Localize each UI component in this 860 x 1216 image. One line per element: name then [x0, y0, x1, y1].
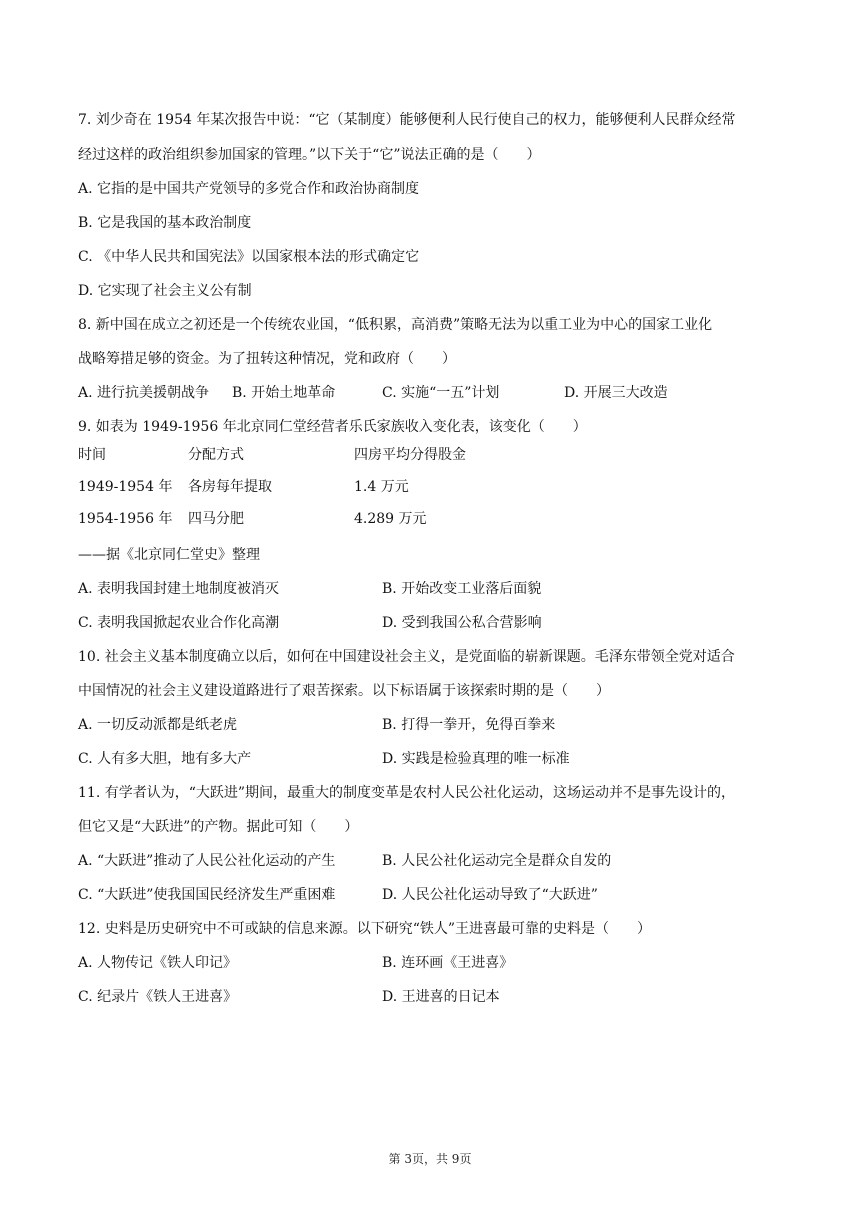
q12-option-d: D. 王进喜的日记本	[382, 989, 500, 1005]
table-cell: 1949-1954 年	[78, 479, 173, 495]
q9-option-a: A. 表明我国封建土地制度被消灭	[78, 581, 280, 597]
q10-stem-line1: 10. 社会主义基本制度确立以后，如何在中国建设社会主义，是党面临的崭新课题。毛泽东带领全党对适合	[78, 649, 735, 665]
q11-options-row1	[78, 852, 612, 870]
q12-options-row2	[78, 988, 500, 1006]
q8-stem-line2: 战略筹措足够的资金。为了扭转这种情况，党和政府（ ）	[78, 351, 456, 367]
q10-stem-line2: 中国情况的社会主义建设道路进行了艰苦探索。以下标语属于该探索时期的是（ ）	[78, 683, 610, 699]
q12-stem-line1: 12. 史料是历史研究中不可或缺的信息来源。以下研究“铁人”王进喜最可靠的史料是（ ）	[78, 921, 652, 937]
q7-stem-line2: 经过这样的政治组织参加国家的管理。”以下关于“它”说法正确的是（ ）	[78, 147, 541, 163]
table-cell: 1.4 万元	[354, 479, 409, 495]
q11-stem-line2: 但它又是“大跃进”的产物。据此可知（ ）	[78, 819, 359, 835]
q7-option-a: A. 它指的是中国共产党领导的多党合作和政治协商制度	[78, 181, 420, 197]
q11-option-a: A. “大跃进”推动了人民公社化运动的产生	[78, 853, 336, 869]
q9-options-row2	[78, 614, 542, 632]
table-cell: 各房每年提取	[188, 479, 272, 495]
q12-option-a: A. 人物传记《铁人印记》	[78, 955, 238, 971]
q8-option-b: B. 开始土地革命	[232, 385, 336, 401]
q9-source: ——据《北京同仁堂史》整理	[78, 547, 260, 563]
q11-option-c: C. “大跃进”使我国国民经济发生严重困难	[78, 887, 336, 903]
q8-option-c: C. 实施“一五”计划	[382, 385, 500, 401]
table-header-method: 分配方式	[188, 447, 244, 463]
table-cell: 4.289 万元	[354, 511, 427, 527]
q9-option-c: C. 表明我国掀起农业合作化高潮	[78, 615, 280, 631]
q11-stem-line1: 11. 有学者认为，“大跃进”期间，最重大的制度变革是农村人民公社化运动，这场运动并不是事先设计的，	[78, 785, 736, 801]
q8-option-d: D. 开展三大改造	[564, 385, 668, 401]
q10-option-b: B. 打得一拳开，免得百拳来	[382, 717, 556, 733]
q11-option-b: B. 人民公社化运动完全是群众自发的	[382, 853, 612, 869]
q11-option-d: D. 人民公社化运动导致了“大跃进”	[382, 887, 598, 903]
q8-stem-line1: 8. 新中国在成立之初还是一个传统农业国，“低积累，高消费”策略无法为以重工业为中心的国家工业化	[78, 317, 713, 333]
q10-options-row2	[78, 750, 570, 768]
table-row	[78, 510, 427, 528]
q7-option-b: B. 它是我国的基本政治制度	[78, 215, 252, 231]
q12-options-row1	[78, 954, 514, 972]
q7-stem-line1: 7. 刘少奇在 1954 年某次报告中说：“它（某制度）能够便利人民行使自己的权力，能够便利人民群众经常	[78, 112, 736, 128]
page-footer: 第 3页，共 9页	[388, 1152, 472, 1166]
q12-option-c: C. 纪录片《铁人王进喜》	[78, 989, 238, 1005]
q10-options-row1	[78, 716, 556, 734]
q9-stem-line1: 9. 如表为 1949-1956 年北京同仁堂经营者乐氏家族收入变化表，该变化（ ）	[78, 419, 587, 435]
table-header-amount: 四房平均分得股金	[354, 447, 466, 463]
q8-options-row	[78, 384, 668, 402]
q9-option-d: D. 受到我国公私合营影响	[382, 615, 542, 631]
q10-option-d: D. 实践是检验真理的唯一标准	[382, 751, 570, 767]
table-cell: 四马分肥	[188, 511, 244, 527]
q9-option-b: B. 开始改变工业落后面貌	[382, 581, 542, 597]
table-header-time: 时间	[78, 447, 106, 463]
q7-option-c: C. 《中华人民共和国宪法》以国家根本法的形式确定它	[78, 249, 420, 265]
q7-option-d: D. 它实现了社会主义公有制	[78, 283, 252, 299]
table-row	[78, 478, 409, 496]
q10-option-a: A. 一切反动派都是纸老虎	[78, 717, 238, 733]
q8-option-a: A. 进行抗美援朝战争	[78, 385, 210, 401]
q11-options-row2	[78, 886, 598, 904]
table-cell: 1954-1956 年	[78, 511, 173, 527]
q12-option-b: B. 连环画《王进喜》	[382, 955, 514, 971]
q9-options-row1	[78, 580, 542, 598]
table-header-row	[78, 446, 466, 464]
q10-option-c: C. 人有多大胆，地有多大产	[78, 751, 252, 767]
